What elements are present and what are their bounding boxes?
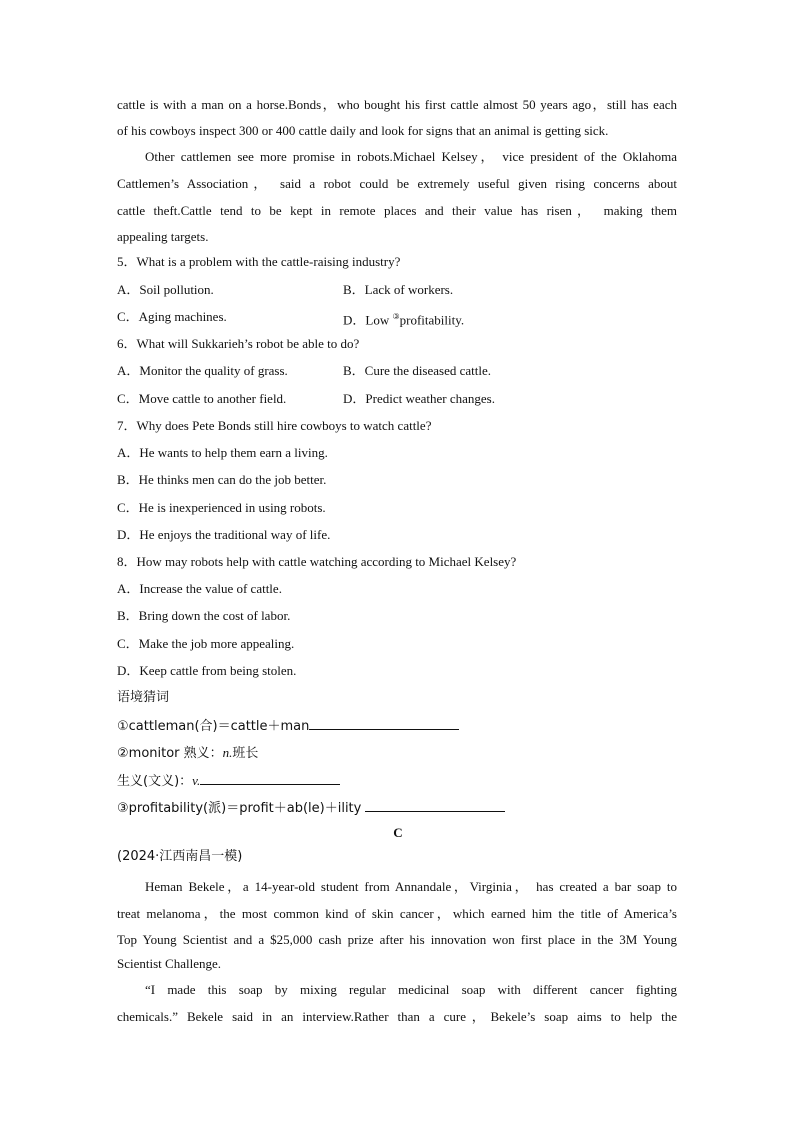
option-d-text: profitability. <box>399 312 465 328</box>
vocab-item-2-pos: n. <box>222 745 233 760</box>
vocab-item-3 <box>117 798 677 818</box>
question-stem: 6．What will Sukkarieh’s robot be able to do? <box>117 336 360 351</box>
paragraph-line: cattle is with a man on a horse.Bonds，who bought his first cattle almost 50 years ago，still has each <box>117 97 677 112</box>
vocab-item-3-text: ③profitability(派)＝profit＋ab(le)＋ility <box>117 801 362 816</box>
paragraph-line: cattle theft.Cattle tend to be kept in remote places and their value has risen， making them <box>117 203 677 218</box>
option-c: C．Move cattle to another field. <box>117 391 287 406</box>
paragraph-line: Cattlemen’s Association， said a robot could be extremely useful given rising concerns about <box>117 176 677 191</box>
option-d <box>343 308 464 329</box>
question-stem: 7．Why does Pete Bonds still hire cowboys to watch cattle? <box>117 418 432 433</box>
question-stem: 8．How may robots help with cattle watching according to Michael Kelsey? <box>117 554 517 569</box>
option-d: D．Predict weather changes. <box>343 391 495 406</box>
paragraph-line: chemicals.” Bekele said in an interview.Rather than a cure，Bekele’s soap aims to help the <box>117 1009 677 1024</box>
answer-blank <box>309 716 459 730</box>
option-a: A．Soil pollution. <box>117 282 214 297</box>
vocab-item-2b-prefix: 生义(文义)： <box>117 774 193 789</box>
vocab-item-1 <box>117 716 677 736</box>
option-b: B．Cure the diseased cattle. <box>343 363 492 378</box>
answer-blank <box>365 798 505 812</box>
source-note: (2024·江西南昌一模) <box>117 849 243 864</box>
option-d: D．Keep cattle from being stolen. <box>117 663 297 678</box>
option-a: A．He wants to help them earn a living. <box>117 445 328 460</box>
option-b: B．Lack of workers. <box>343 282 454 297</box>
vocab-heading: 语境猜词 <box>117 690 170 705</box>
vocab-item-2-meaning: 班长 <box>232 746 259 761</box>
option-c: C．Make the job more appealing. <box>117 636 295 651</box>
vocab-item-2 <box>117 744 677 763</box>
paragraph-line: Other cattlemen see more promise in robots.Michael Kelsey， vice president of the Oklahoma <box>145 149 677 164</box>
paragraph-line: treat melanoma，the most common kind of skin cancer，which earned him the title of America’s <box>117 906 677 921</box>
paragraph-line: Heman Bekele，a 14-year-old student from Annandale，Virginia， has created a bar soap to <box>145 879 677 894</box>
option-a: A．Monitor the quality of grass. <box>117 363 288 378</box>
paragraph-line: appealing targets. <box>117 229 209 244</box>
option-c: C．He is inexperienced in using robots. <box>117 500 326 515</box>
paragraph-line: Top Young Scientist and a $25,000 cash prize after his innovation won first place in the 3M Young <box>117 932 677 947</box>
paragraph-line: of his cowboys inspect 300 or 400 cattle daily and look for signs that an animal is getting sick. <box>117 123 609 138</box>
option-b: B．Bring down the cost of labor. <box>117 608 291 623</box>
option-c: C．Aging machines. <box>117 309 227 324</box>
footnote-mark: ③ <box>392 312 400 321</box>
vocab-item-2-prefix: ②monitor 熟义： <box>117 746 223 761</box>
option-d-label: D．Low <box>343 312 390 328</box>
question-stem: 5．What is a problem with the cattle-raising industry? <box>117 254 401 269</box>
paragraph-line: “I made this soap by mixing regular medicinal soap with different cancer fighting <box>145 982 677 997</box>
option-b: B．He thinks men can do the job better. <box>117 472 327 487</box>
vocab-item-2b <box>117 771 677 791</box>
vocab-item-2b-pos: v. <box>192 773 201 788</box>
option-a: A．Increase the value of cattle. <box>117 581 282 596</box>
option-d: D．He enjoys the traditional way of life. <box>117 527 331 542</box>
vocab-item-1-text: ①cattleman(合)＝cattle＋man <box>117 719 310 734</box>
answer-blank <box>200 771 340 785</box>
paragraph-line: Scientist Challenge. <box>117 956 221 971</box>
section-label: C <box>393 825 403 840</box>
